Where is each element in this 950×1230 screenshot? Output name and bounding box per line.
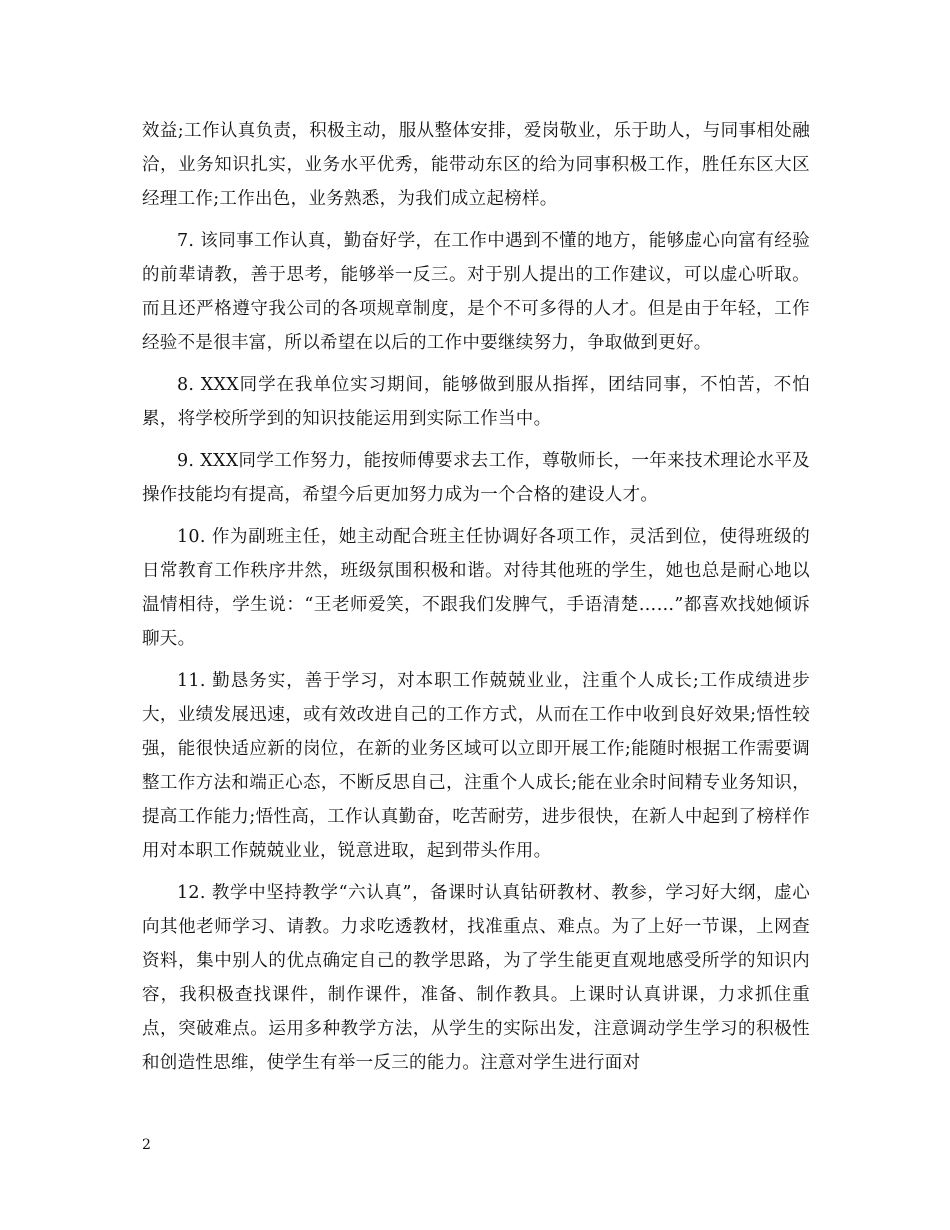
paragraph-item-11: 11. 勤恳务实，善于学习，对本职工作兢兢业业，注重个人成长;工作成绩进步大，业绩发展迅速，或有效改进自己的工作方式，从而在工作中收到良好效果;悟性较强，能很快适应新的岗位，在新的业务区域可以立即开展工作;能随时根据工作需要调整工作方法和端正心态，不断反思自己，注重个人成长;能在业余时间精专业务知识，提高工作能力;悟性高，工作认真勤奋，吃苦耐劳，进步很快，在新人中起到了榜样作用对本职工作兢兢业业，锐意进取，起到带头作用。 [142, 671, 810, 861]
paragraph-item-8: 8. XXX同学在我单位实习期间，能够做到服从指挥，团结同事，不怕苦，不怕累，将学校所学到的知识技能运用到实际工作当中。 [142, 375, 810, 429]
paragraph-item-12: 12. 教学中坚持教学“六认真”，备课时认真钻研教材、教参，学习好大纲，虚心向其他老师学习、请教。力求吃透教材，找准重点、难点。为了上好一节课，上网查资料，集中别人的优点确定自己的教学思路，为了学生能更直观地感受所学的知识内容，我积极查找课件，制作课件，准备、制作教具。上课时认真讲课，力求抓住重点，突破难点。运用多种教学方法，从学生的实际出发，注意调动学生学习的积极性和创造性思维，使学生有举一反三的能力。注意对学生进行面对 [142, 883, 810, 1073]
paragraph-item-7: 7. 该同事工作认真，勤奋好学，在工作中遇到不懂的地方，能够虚心向富有经验的前辈请教，善于思考，能够举一反三。对于别人提出的工作建议，可以虚心听取。而且还严格遵守我公司的各项规章制度，是个不可多得的人才。但是由于年轻，工作经验不是很丰富，所以希望在以后的工作中要继续努力，争取做到更好。 [142, 231, 810, 353]
paragraph-item-10: 10. 作为副班主任，她主动配合班主任协调好各项工作，灵活到位，使得班级的日常教育工作秩序井然，班级氛围积极和谐。对待其他班的学生，她也总是耐心地以温情相待，学生说：“王老师爱笑，不跟我们发脾气，手语清楚……”都喜欢找她倾诉聊天。 [142, 527, 810, 649]
page-number: 2 [142, 1137, 151, 1153]
paragraph-item-9: 9. XXX同学工作努力，能按师傅要求去工作，尊敬师长，一年来技术理论水平及操作技能均有提高，希望今后更加努力成为一个合格的建设人才。 [142, 451, 810, 505]
paragraph-continuation: 效益;工作认真负责，积极主动，服从整体安排，爱岗敬业，乐于助人，与同事相处融洽，业务知识扎实，业务水平优秀，能带动东区的给为同事积极工作，胜任东区大区经理工作;工作出色，业务熟悉，为我们成立起榜样。 [142, 121, 810, 209]
document-body [142, 114, 810, 1080]
